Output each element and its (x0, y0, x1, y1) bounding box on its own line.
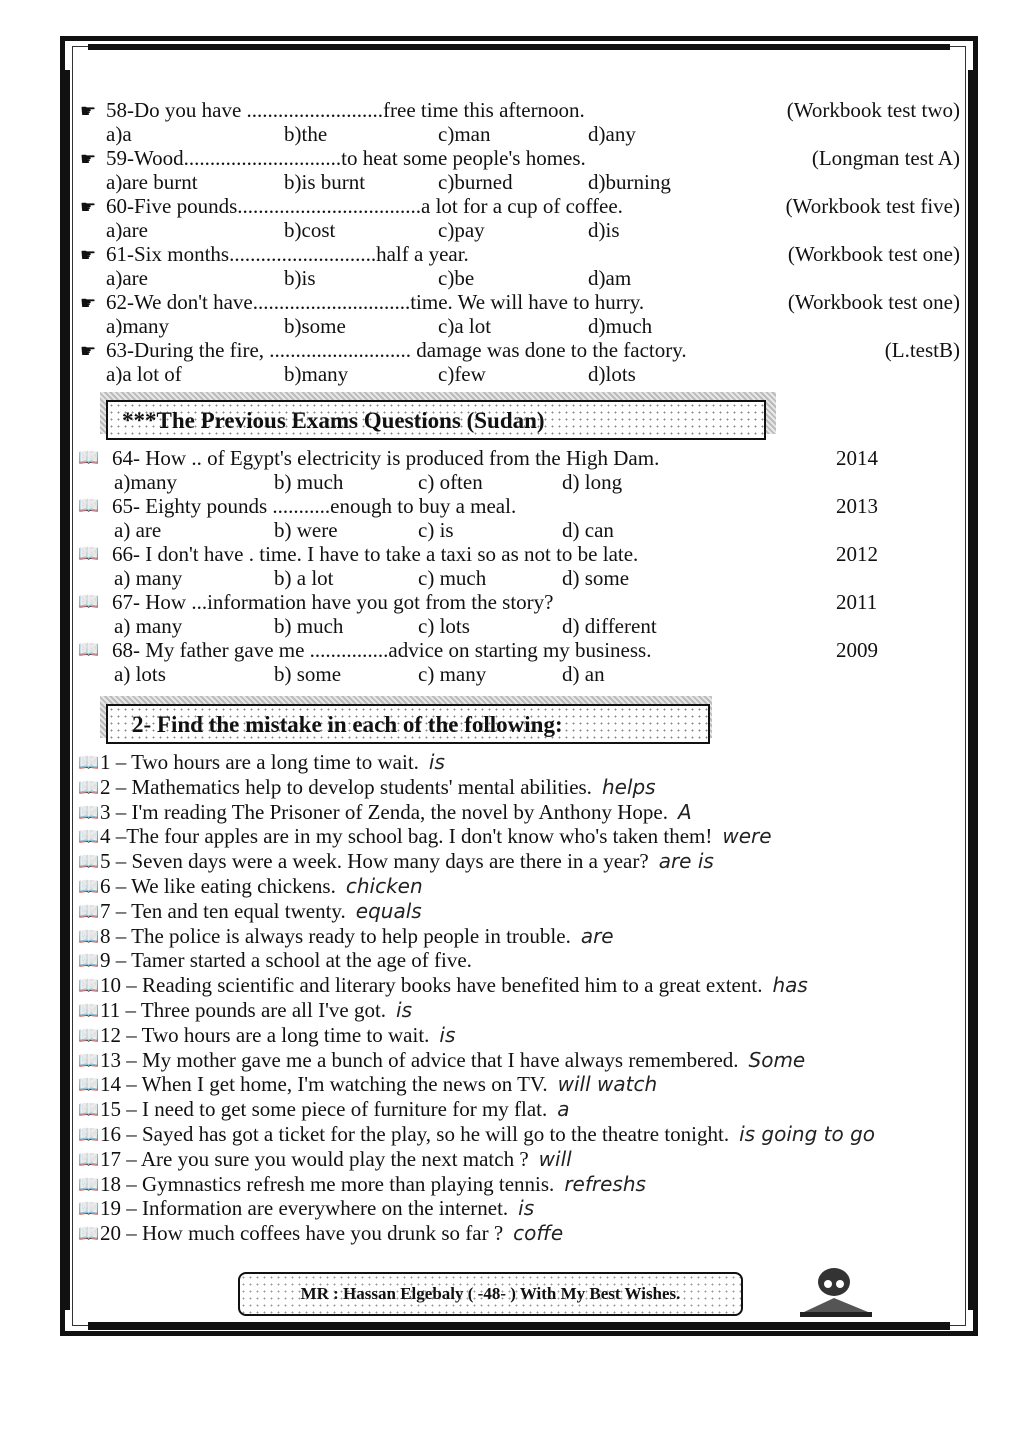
book-icon: 📖 (78, 976, 100, 996)
question-text: 63-During the fire, ........................... damage was done to the factory. (106, 338, 687, 362)
book-icon: 📖 (78, 753, 100, 772)
mistake-row (78, 1097, 968, 1122)
mistake-row (78, 1147, 968, 1172)
handwritten-correction: are (580, 923, 614, 948)
mistake-row (78, 948, 968, 973)
option-d: d)any (588, 122, 636, 146)
handwritten-correction: has (772, 973, 808, 998)
handwritten-correction: a (557, 1097, 570, 1122)
option-a: a)a (106, 122, 132, 146)
book-icon: 📖 (78, 777, 100, 797)
handwritten-correction: refreshs (564, 1171, 646, 1196)
mistake-sentence: 17 – Are you sure you would play the next match ? will (100, 1146, 572, 1171)
mistake-sentence: 10 – Reading scientific and literary books have benefited him to a great extent. has (100, 973, 808, 998)
question-text: 67- How ...information have you got from the story? (112, 590, 554, 614)
option-c: c) many (418, 662, 487, 686)
option-b: b)is (284, 266, 316, 290)
option-b: b) much (274, 470, 344, 494)
question-text: 64- How .. of Egypt's electricity is produced from the High Dam. (112, 446, 660, 470)
exam-question-row (78, 638, 968, 662)
question-row (78, 146, 968, 170)
options-row (78, 122, 968, 146)
footer-banner: MR : Hassan Elgebaly ( -48- ) With My Best Wishes. (238, 1272, 743, 1316)
question-text: 66- I don't have . time. I have to take a taxi so as not to be late. (112, 542, 639, 566)
handwritten-correction: is (396, 997, 413, 1022)
option-c: c)pay (438, 218, 485, 242)
exam-year: 2013 (836, 494, 878, 518)
question-row (78, 338, 968, 362)
question-source: (Workbook test one) (787, 290, 960, 314)
handwritten-correction: A (677, 799, 692, 824)
mistake-sentence: 16 – Sayed has got a ticket for the play, so he will go to the theatre tonight. is going to go (100, 1121, 875, 1146)
option-d: d)am (588, 266, 632, 290)
frame-bar-left (64, 70, 70, 1310)
book-icon: 📖 (78, 901, 100, 921)
handwritten-correction: are is (658, 849, 714, 874)
mistake-sentence: 12 – Two hours are a long time to wait. is (100, 1022, 456, 1047)
question-source: (Workbook test five) (785, 194, 960, 218)
option-d: d) long (562, 470, 623, 494)
mistake-sentence: 2 – Mathematics help to develop students' mental abilities. helps (100, 774, 656, 799)
options-row (78, 218, 968, 242)
options-row (78, 470, 968, 494)
option-b: b)is burnt (284, 170, 366, 194)
question-text: 65- Eighty pounds ...........enough to buy a meal. (112, 494, 517, 518)
option-c: c)be (438, 266, 475, 290)
option-d: d)much (588, 314, 653, 338)
option-a: a)are (106, 218, 148, 242)
mistake-row (78, 849, 968, 874)
worksheet-content (78, 98, 968, 1246)
book-icon: 📖 (78, 1075, 100, 1095)
exam-question-row (78, 446, 968, 470)
options-row (78, 518, 968, 542)
options-row (78, 314, 968, 338)
option-d: d) different (562, 614, 657, 638)
mistake-row (78, 775, 968, 800)
question-text: 68- My father gave me ...............advice on starting my business. (112, 638, 652, 662)
mistake-row (78, 1122, 968, 1147)
mistake-row (78, 1196, 968, 1221)
options-row (78, 662, 968, 686)
mistake-row (78, 800, 968, 825)
book-icon: 📖 (78, 951, 100, 971)
section-header-title: 2- Find the mistake in each of the following: (106, 704, 710, 744)
mistake-row (78, 973, 968, 998)
mistake-sentence: 5 – Seven days were a week. How many days are there in a year? are is (100, 849, 714, 874)
section-header-title: ***The Previous Exams Questions (Sudan) (106, 400, 766, 440)
option-b: b)the (284, 122, 328, 146)
pointing-hand-icon: ☛ (80, 149, 97, 169)
exam-year: 2012 (836, 542, 878, 566)
frame-bar-bottom (88, 1322, 950, 1330)
exam-questions-list (78, 446, 968, 686)
handwritten-correction: will watch (557, 1072, 658, 1097)
options-row (78, 614, 968, 638)
book-icon: 📖 (78, 876, 100, 896)
mistake-sentence: 8 – The police is always ready to help people in trouble. are (100, 923, 614, 948)
option-c: c) is (418, 518, 454, 542)
mistake-row (78, 1048, 968, 1073)
book-icon: 📖 (78, 1124, 100, 1144)
reading-student-icon (790, 1262, 880, 1320)
exam-question-row (78, 542, 968, 566)
handwritten-correction: chicken (345, 873, 423, 898)
mistake-sentence: 15 – I need to get some piece of furniture for my flat. a (100, 1097, 570, 1122)
handwritten-correction: is (428, 750, 445, 774)
option-c: c)a lot (438, 314, 492, 338)
book-icon: 📖 (78, 926, 100, 946)
question-row (78, 98, 968, 122)
option-c: c) often (418, 470, 483, 494)
mistake-row (78, 998, 968, 1023)
option-c: c) much (418, 566, 487, 590)
option-d: d)lots (588, 362, 636, 386)
mistake-sentence: 13 – My mother gave me a bunch of advice that I have always remembered. Some (100, 1047, 806, 1072)
section-header-find-mistake (78, 696, 968, 744)
mistake-row (78, 874, 968, 899)
exam-year: 2009 (836, 638, 878, 662)
mistake-row (78, 1072, 968, 1097)
option-b: b)many (284, 362, 349, 386)
mistake-sentence: 14 – When I get home, I'm watching the news on TV. will watch (100, 1072, 658, 1097)
option-a: a)many (114, 470, 177, 494)
question-text: 58-Do you have ..........................free time this afternoon. (106, 98, 585, 122)
option-d: d)is (588, 218, 620, 242)
frame-bar-right (968, 70, 973, 1310)
book-icon: 📖 (78, 640, 100, 659)
exam-question-row (78, 494, 968, 518)
book-icon: 📖 (78, 1224, 100, 1244)
mistake-row (78, 1023, 968, 1048)
mistake-sentence: 7 – Ten and ten equal twenty. equals (100, 898, 422, 923)
book-icon: 📖 (78, 802, 100, 822)
mistake-row (78, 750, 968, 775)
book-icon: 📖 (78, 1050, 100, 1070)
mistake-row (78, 899, 968, 924)
mistake-row (78, 824, 968, 849)
handwritten-correction: coffe (513, 1221, 564, 1246)
mistake-sentence: 19 – Information are everywhere on the internet. is (100, 1196, 535, 1221)
question-row (78, 242, 968, 266)
option-d: d)burning (588, 170, 671, 194)
mistake-sentence: 20 – How much coffees have you drunk so far ? coffe (100, 1221, 564, 1246)
book-icon: 📖 (78, 852, 100, 872)
option-b: b) were (274, 518, 338, 542)
option-b: b)cost (284, 218, 336, 242)
mistake-sentence: 11 – Three pounds are all I've got. is (100, 997, 413, 1022)
book-icon: 📖 (78, 827, 100, 847)
option-d: d) can (562, 518, 614, 542)
mistake-row (78, 1172, 968, 1197)
handwritten-correction: Some (748, 1047, 806, 1072)
option-a: a)are (106, 266, 148, 290)
mistakes-list (78, 750, 968, 1246)
book-icon: 📖 (78, 1174, 100, 1194)
handwritten-correction: were (722, 824, 772, 849)
handwritten-correction: will (538, 1146, 572, 1171)
question-source: (Workbook test one) (787, 242, 960, 266)
mcq-list-part1 (78, 98, 968, 386)
book-icon: 📖 (78, 592, 100, 611)
question-source: (L.testB) (884, 338, 960, 362)
mistake-sentence: 18 – Gymnastics refresh me more than playing tennis. refreshs (100, 1171, 646, 1196)
question-text: 60-Five pounds...................................a lot for a cup of coffee. (106, 194, 623, 218)
pointing-hand-icon: ☛ (80, 101, 97, 121)
handwritten-correction: is (518, 1196, 535, 1221)
mistake-row (78, 924, 968, 949)
option-a: a)a lot of (106, 362, 182, 386)
question-source: (Longman test A) (811, 146, 960, 170)
mistake-sentence: 6 – We like eating chickens. chicken (100, 873, 423, 898)
options-row (78, 170, 968, 194)
book-icon: 📖 (78, 1199, 100, 1219)
book-icon: 📖 (78, 1000, 100, 1020)
book-icon: 📖 (78, 544, 100, 563)
book-icon: 📖 (78, 1149, 100, 1169)
question-row (78, 194, 968, 218)
mistake-sentence: 9 – Tamer started a school at the age of five. (100, 948, 472, 973)
options-row (78, 566, 968, 590)
option-c: c)burned (438, 170, 513, 194)
question-row (78, 290, 968, 314)
section-header-previous-exams (78, 392, 968, 440)
book-icon: 📖 (78, 496, 100, 515)
mistake-sentence: 4 –The four apples are in my school bag. I don't know who's taken them! were (100, 824, 772, 849)
option-b: b)some (284, 314, 346, 338)
option-c: c) lots (418, 614, 470, 638)
pointing-hand-icon: ☛ (80, 293, 97, 313)
option-a: a)many (106, 314, 169, 338)
question-text: 62-We don't have..............................time. We will have to hurry. (106, 290, 645, 314)
option-b: b) a lot (274, 566, 334, 590)
book-icon: 📖 (78, 1025, 100, 1045)
option-a: a)are burnt (106, 170, 198, 194)
mistake-sentence: 3 – I'm reading The Prisoner of Zenda, the novel by Anthony Hope. A (100, 799, 692, 824)
options-row (78, 362, 968, 386)
pointing-hand-icon: ☛ (80, 341, 97, 361)
book-icon: 📖 (78, 1100, 100, 1120)
question-source: (Workbook test two) (786, 98, 960, 122)
exam-question-row (78, 590, 968, 614)
option-c: c)man (438, 122, 491, 146)
option-d: d) some (562, 566, 630, 590)
option-d: d) an (562, 662, 605, 686)
question-text: 61-Six months............................half a year. (106, 242, 469, 266)
options-row (78, 266, 968, 290)
handwritten-correction: equals (355, 898, 422, 923)
frame-bar-top (88, 44, 950, 50)
option-a: a) many (114, 614, 183, 638)
mistake-row (78, 1221, 968, 1246)
option-a: a) lots (114, 662, 166, 686)
mistake-sentence: 1 – Two hours are a long time to wait. is (100, 750, 445, 774)
option-a: a) many (114, 566, 183, 590)
exam-year: 2011 (836, 590, 878, 614)
handwritten-correction: is (439, 1022, 456, 1047)
pointing-hand-icon: ☛ (80, 245, 97, 265)
option-b: b) much (274, 614, 344, 638)
book-icon: 📖 (78, 448, 100, 467)
handwritten-correction: is going to go (739, 1121, 875, 1146)
pointing-hand-icon: ☛ (80, 197, 97, 217)
handwritten-correction: helps (601, 774, 656, 799)
option-a: a) are (114, 518, 162, 542)
option-c: c)few (438, 362, 486, 386)
question-text: 59-Wood..............................to heat some people's homes. (106, 146, 586, 170)
option-b: b) some (274, 662, 342, 686)
exam-year: 2014 (836, 446, 878, 470)
